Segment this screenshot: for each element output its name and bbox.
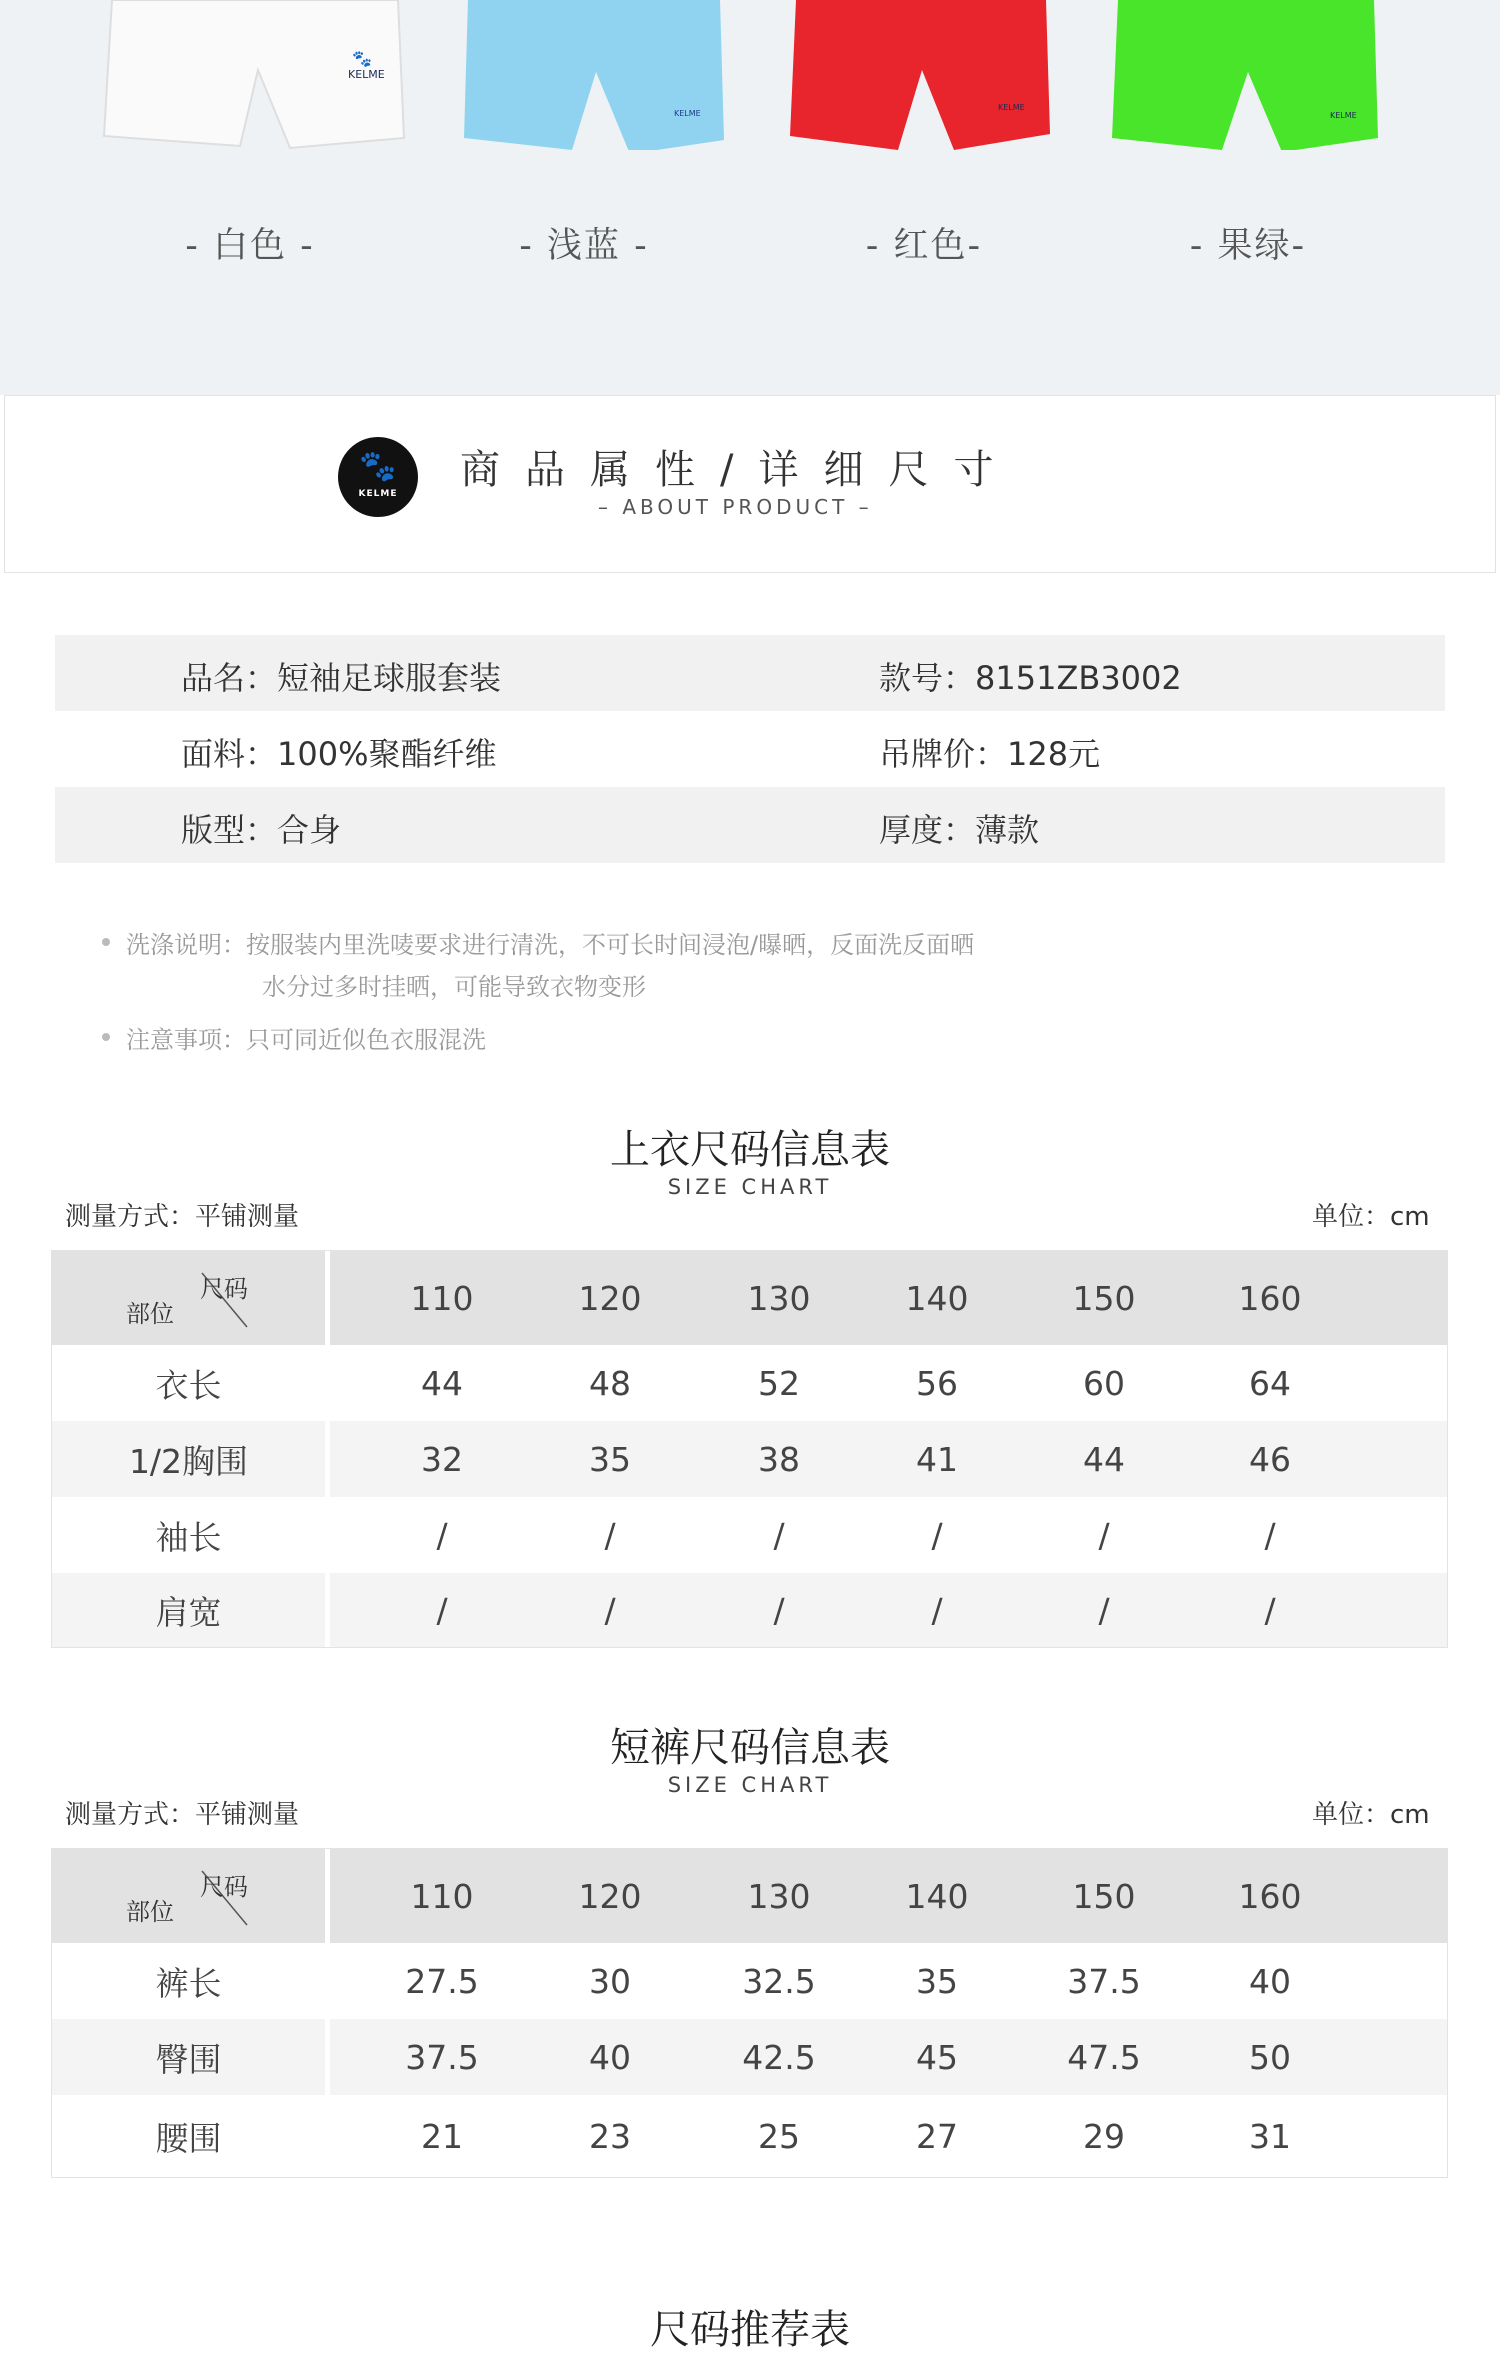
row-label: 臀围 bbox=[155, 2039, 222, 2079]
wash-line-2: 水分过多时挂晒，可能导致衣物变形 bbox=[262, 973, 646, 1001]
row-label: 袖长 bbox=[155, 1517, 222, 1557]
corner-position-label: 部位 bbox=[126, 1898, 174, 1926]
table-corner-cell bbox=[52, 1251, 325, 1345]
shorts-size-table bbox=[51, 1848, 1448, 2178]
column-separator bbox=[325, 1345, 330, 1421]
row-label: 1/2胸围 bbox=[128, 1441, 249, 1481]
measure-method: 测量方式：平铺测量 bbox=[65, 1800, 300, 1830]
table-cell: 21 bbox=[421, 2116, 463, 2156]
table-cell: / bbox=[1098, 1590, 1110, 1630]
size-header: 130 bbox=[747, 1876, 811, 1916]
corner-size-label: 尺码 bbox=[200, 1873, 248, 1901]
attribute-left: 版型：合身 bbox=[181, 811, 342, 849]
table-cell: / bbox=[931, 1515, 943, 1555]
row-label: 衣长 bbox=[155, 1365, 222, 1405]
table-row bbox=[52, 1573, 1447, 1647]
next-section-title: 尺码推荐表 bbox=[650, 2307, 850, 2353]
size-header: 150 bbox=[1072, 1876, 1136, 1916]
column-separator bbox=[325, 2019, 330, 2095]
table-cell: / bbox=[604, 1590, 616, 1630]
table-cell: 48 bbox=[589, 1363, 631, 1403]
table-row bbox=[52, 2019, 1447, 2095]
table-cell: 37.5 bbox=[1067, 1961, 1141, 2001]
size-header: 140 bbox=[905, 1876, 969, 1916]
corner-size-label: 尺码 bbox=[200, 1275, 248, 1303]
attribute-right: 吊牌价：128元 bbox=[879, 735, 1101, 773]
shorts-image-white bbox=[98, 0, 410, 150]
shorts-image-green bbox=[1112, 0, 1380, 150]
table-cell: 27 bbox=[916, 2116, 958, 2156]
shorts-image-red bbox=[790, 0, 1052, 150]
caution-text: 注意事项：只可同近似色衣服混洗 bbox=[126, 1026, 486, 1054]
shorts-image-light-blue bbox=[462, 0, 726, 150]
table-cell: 23 bbox=[589, 2116, 631, 2156]
row-label: 腰围 bbox=[155, 2118, 222, 2158]
wash-instructions bbox=[106, 925, 974, 960]
size-header: 160 bbox=[1238, 1876, 1302, 1916]
top-table-subtitle: SIZE CHART bbox=[667, 1175, 833, 1199]
top-table-title: 上衣尺码信息表 bbox=[610, 1127, 890, 1173]
svg-text:KELME: KELME bbox=[1330, 111, 1357, 120]
table-cell: 50 bbox=[1249, 2037, 1291, 2077]
svg-text:KELME: KELME bbox=[348, 68, 385, 81]
logo-text: KELME bbox=[358, 489, 398, 499]
table-cell: 30 bbox=[589, 1961, 631, 2001]
size-header: 150 bbox=[1072, 1278, 1136, 1318]
size-header: 110 bbox=[410, 1278, 474, 1318]
table-cell: 40 bbox=[1249, 1961, 1291, 2001]
attribute-row bbox=[55, 635, 1445, 711]
section-title: 商品属性/详细尺寸 bbox=[460, 447, 1019, 493]
table-cell: 46 bbox=[1249, 1439, 1291, 1479]
table-cell: 41 bbox=[916, 1439, 958, 1479]
variant-label-green: - 果绿- bbox=[1189, 226, 1307, 266]
caution-note bbox=[106, 1020, 486, 1055]
table-cell: / bbox=[604, 1515, 616, 1555]
attribute-right: 厚度：薄款 bbox=[879, 811, 1040, 849]
table-cell: 25 bbox=[758, 2116, 800, 2156]
corner-position-label: 部位 bbox=[126, 1300, 174, 1328]
top-size-table bbox=[51, 1250, 1448, 1648]
column-separator bbox=[325, 2095, 330, 2177]
attribute-row bbox=[55, 787, 1445, 863]
shorts-table-subtitle: SIZE CHART bbox=[667, 1773, 833, 1797]
table-cell: 31 bbox=[1249, 2116, 1291, 2156]
svg-text:🐾: 🐾 bbox=[352, 49, 372, 68]
bullet-icon bbox=[102, 938, 110, 946]
table-row bbox=[52, 1943, 1447, 2019]
table-header-row bbox=[52, 1251, 1447, 1345]
table-cell: / bbox=[1264, 1590, 1276, 1630]
table-cell: 52 bbox=[758, 1363, 800, 1403]
table-cell: 47.5 bbox=[1067, 2037, 1141, 2077]
table-cell: / bbox=[1264, 1515, 1276, 1555]
table-cell: 32.5 bbox=[742, 1961, 816, 2001]
unit-label: 单位：cm bbox=[1312, 1202, 1430, 1232]
table-cell: 35 bbox=[589, 1439, 631, 1479]
kelme-logo bbox=[338, 437, 418, 517]
table-cell: 37.5 bbox=[405, 2037, 479, 2077]
unit-label: 单位：cm bbox=[1312, 1800, 1430, 1830]
table-cell: 38 bbox=[758, 1439, 800, 1479]
table-row bbox=[52, 1345, 1447, 1421]
row-label: 裤长 bbox=[155, 1963, 222, 2003]
attribute-left: 面料：100%聚酯纤维 bbox=[181, 735, 497, 773]
column-separator bbox=[325, 1849, 330, 1943]
attribute-left: 品名：短袖足球服套装 bbox=[181, 659, 502, 697]
table-row bbox=[52, 1497, 1447, 1573]
paw-icon: 🐾 bbox=[359, 449, 397, 484]
column-separator bbox=[325, 1573, 330, 1647]
table-header-row bbox=[52, 1849, 1447, 1943]
size-header: 110 bbox=[410, 1876, 474, 1916]
size-header: 120 bbox=[578, 1876, 642, 1916]
measure-method: 测量方式：平铺测量 bbox=[65, 1202, 300, 1232]
table-row bbox=[52, 2095, 1447, 2177]
svg-text:KELME: KELME bbox=[674, 109, 701, 118]
column-separator bbox=[325, 1943, 330, 2019]
table-cell: 40 bbox=[589, 2037, 631, 2077]
svg-text:KELME: KELME bbox=[998, 103, 1025, 112]
table-corner-cell bbox=[52, 1849, 325, 1943]
variant-label-white: - 白色 - bbox=[185, 226, 315, 266]
table-cell: / bbox=[436, 1515, 448, 1555]
table-cell: 44 bbox=[1083, 1439, 1125, 1479]
column-separator bbox=[325, 1251, 330, 1345]
attribute-right: 款号：8151ZB3002 bbox=[879, 659, 1182, 697]
row-label: 肩宽 bbox=[155, 1592, 222, 1632]
wash-line-1: 洗涤说明：按服装内里洗唛要求进行清洗，不可长时间浸泡/曝晒，反面洗反面晒 bbox=[126, 931, 975, 959]
column-separator bbox=[325, 1421, 330, 1497]
table-cell: / bbox=[773, 1515, 785, 1555]
table-cell: 44 bbox=[421, 1363, 463, 1403]
table-cell: / bbox=[773, 1590, 785, 1630]
table-cell: / bbox=[931, 1590, 943, 1630]
size-header: 120 bbox=[578, 1278, 642, 1318]
bullet-icon bbox=[102, 1033, 110, 1041]
table-cell: 56 bbox=[916, 1363, 958, 1403]
variant-label-light-blue: - 浅蓝 - bbox=[519, 226, 649, 266]
table-cell: / bbox=[436, 1590, 448, 1630]
table-cell: 32 bbox=[421, 1439, 463, 1479]
attribute-row bbox=[55, 711, 1445, 787]
size-header: 130 bbox=[747, 1278, 811, 1318]
table-cell: 35 bbox=[916, 1961, 958, 2001]
size-header: 140 bbox=[905, 1278, 969, 1318]
wash-instructions-cont bbox=[262, 967, 646, 1002]
table-cell: 60 bbox=[1083, 1363, 1125, 1403]
section-subtitle: – ABOUT PRODUCT – bbox=[598, 495, 873, 519]
color-variants bbox=[0, 0, 1500, 395]
table-row bbox=[52, 1421, 1447, 1497]
table-cell: 45 bbox=[916, 2037, 958, 2077]
column-separator bbox=[325, 1497, 330, 1573]
table-cell: 42.5 bbox=[742, 2037, 816, 2077]
shorts-table-title: 短裤尺码信息表 bbox=[610, 1725, 890, 1771]
table-cell: 29 bbox=[1083, 2116, 1125, 2156]
table-cell: 27.5 bbox=[405, 1961, 479, 2001]
table-cell: 64 bbox=[1249, 1363, 1291, 1403]
size-header: 160 bbox=[1238, 1278, 1302, 1318]
table-cell: / bbox=[1098, 1515, 1110, 1555]
variant-label-red: - 红色- bbox=[865, 226, 983, 266]
